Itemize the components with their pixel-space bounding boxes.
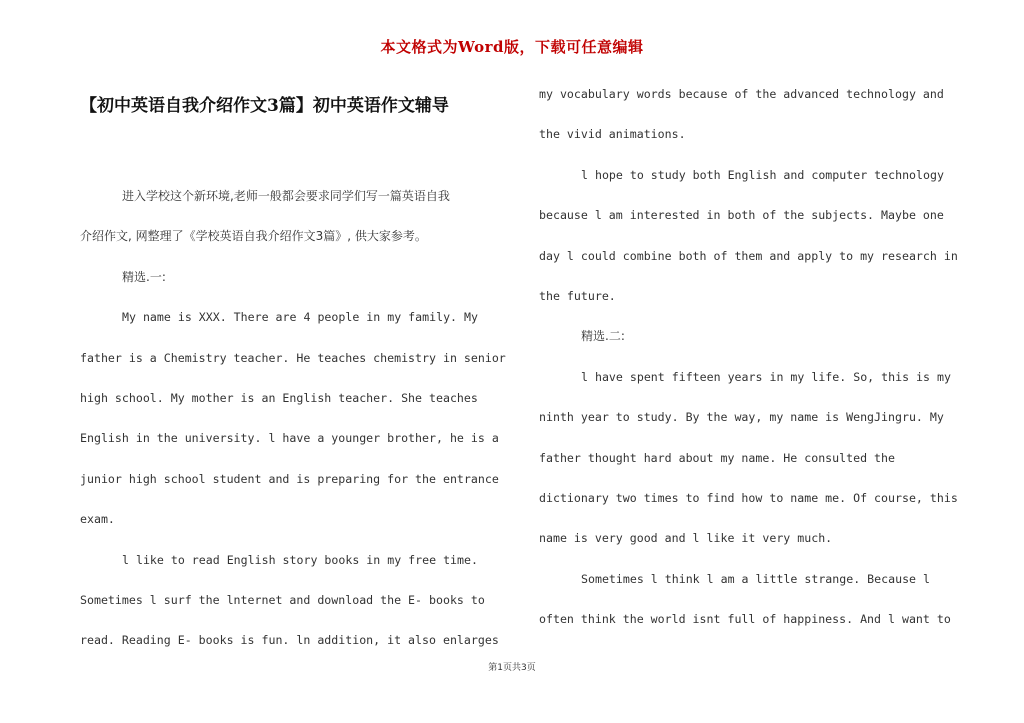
text-line: the future. [539,289,616,303]
left-text-column [80,186,510,656]
text-line: the vivid animations. [539,127,686,142]
text-line: Sometimes l surf the lnternet and download the E- books to [80,593,485,607]
text-line: ninth year to study. By the way, my name is WengJingru. My [539,410,944,425]
right-text-column [539,84,959,654]
text-line: 介绍作文, 网整理了《学校英语自我介绍作文3篇》, 供大家参考。 [80,229,427,244]
text-line: English in the university. l have a younger brother, he is a [80,431,499,446]
text-line: father is a Chemistry teacher. He teaches chemistry in senior [80,350,506,365]
text-line: name is very good and l like it very much. [539,531,833,546]
document-title: 【初中英语自我介绍作文3篇】初中英语作文辅导 [80,96,449,116]
text-line: because l am interested in both of the subjects. Maybe one [539,208,944,223]
text-line: father thought hard about my name. He consulted the [539,450,895,465]
text-line: My name is XXX. There are 4 people in my family. My [122,310,478,325]
text-line: l have spent fifteen years in my life. So, this is my [581,369,951,384]
text-line: Sometimes l think l am a little strange. Because l [581,571,931,586]
text-line: read. Reading E- books is fun. ln addition, it also enlarges [80,633,499,648]
text-line: often think the world isnt full of happiness. And l want to [539,612,951,627]
text-line: high school. My mother is an English teacher. She teaches [80,391,478,405]
text-line: my vocabulary words because of the advanced technology and [539,87,944,101]
text-line: exam. [80,512,115,527]
page-number-footer: 第1页共3页 [488,663,536,673]
text-line: 精选.二: [581,329,625,344]
word-format-banner: 本文格式为Word版，下载可任意编辑 [380,38,644,56]
text-line: junior high school student and is preparing for the entrance [80,471,499,486]
text-line: l like to read English story books in my free time. [122,552,478,567]
text-line: dictionary two times to find how to name me. Of course, this [539,491,958,505]
text-line: day l could combine both of them and apply to my research in [539,248,958,263]
text-line: 精选.一: [122,269,166,284]
text-line: 进入学校这个新环境,老师一般都会要求同学们写一篇英语自我 [122,189,450,203]
text-line: l hope to study both English and computer technology [581,167,944,182]
